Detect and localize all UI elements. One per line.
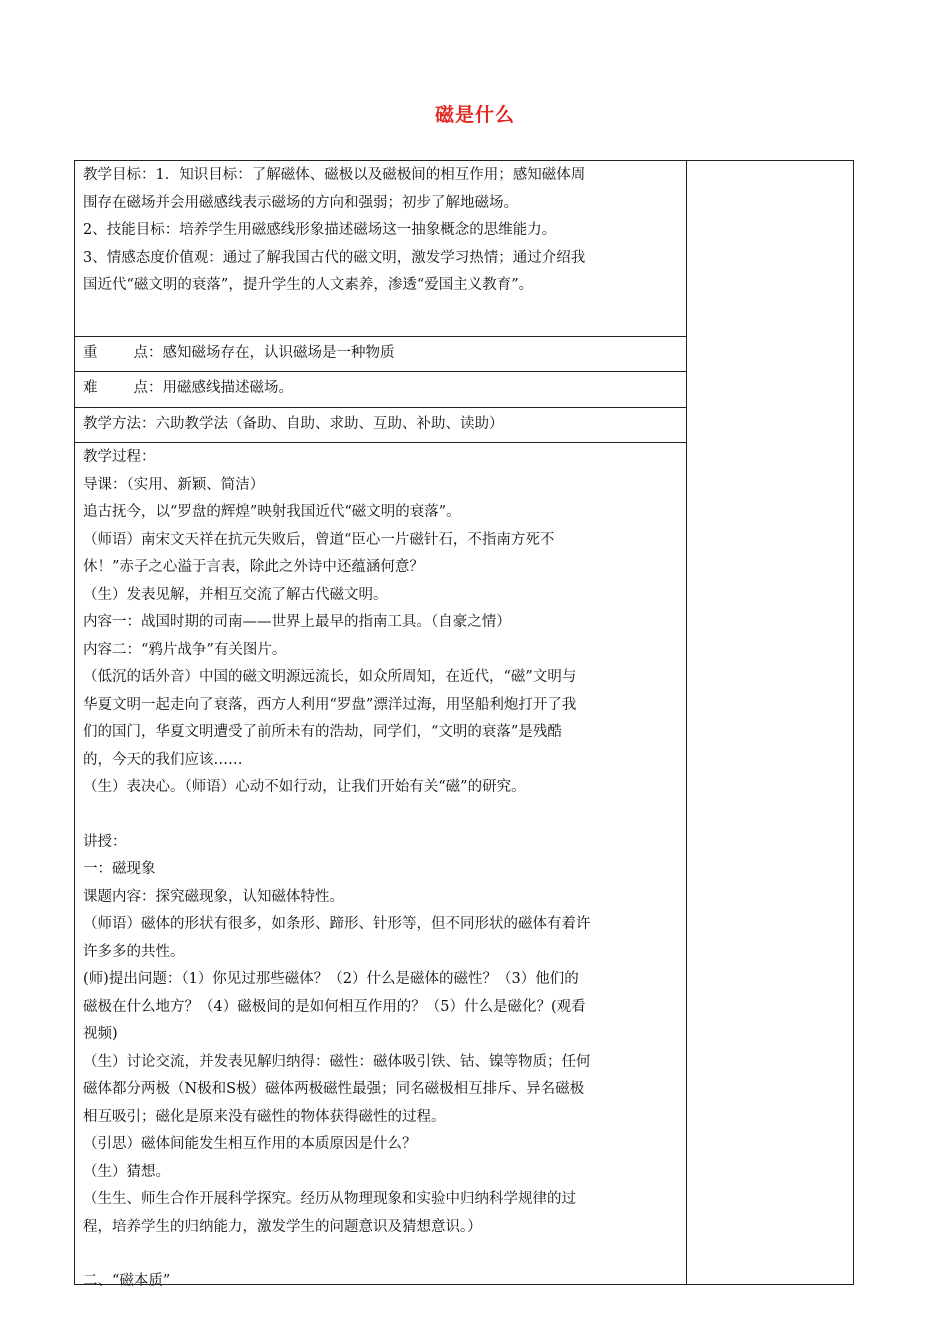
- process-line: 内容二：“鸦片战争”有关图片。: [83, 641, 287, 658]
- process-line: 华夏文明一起走向了衰落，西方人利用“罗盘”漂洋过海，用坚船利炮打开了我: [83, 696, 577, 713]
- process-line: 们的国门，华夏文明遭受了前所未有的浩劫，同学们，“文明的衰落”是残酷: [83, 724, 562, 740]
- process-line: （生）表决心。（师语）心动不如行动，让我们开始有关“磁”的研究。: [83, 779, 526, 795]
- process-line: 许多多的共性。: [83, 943, 185, 960]
- process-line: （生）发表见解，并相互交流了解古代磁文明。: [83, 586, 388, 603]
- column-divider: [686, 161, 687, 1284]
- process-line: 休！”赤子之心溢于言表，除此之外诗中还蕴涵何意？: [83, 559, 424, 575]
- key-point-row: [83, 340, 680, 368]
- process-line: 的，今天的我们应该……: [83, 751, 243, 768]
- difficulty-label-a: 难: [83, 380, 98, 396]
- objectives-line: 2、技能目标：培养学生用磁感线形象描述磁场这一抽象概念的思维能力。: [83, 222, 557, 238]
- process-line: 磁体都分两极（N极和S极）磁体两极磁性最强；同名磁极相互排斥、异名磁极: [83, 1081, 585, 1097]
- process-line: （引思）磁体间能发生相互作用的本质原因是什么？: [83, 1136, 417, 1152]
- blank-line: [83, 1241, 680, 1268]
- objectives-line: 围存在磁场并会用磁感线表示磁场的方向和强弱；初步了解地磁场。: [83, 194, 518, 211]
- process-line: 追古抚今，以“罗盘的辉煌”映射我国近代“磁文明的衰落”。: [83, 504, 461, 520]
- key-point-label-b: 点：: [133, 345, 163, 361]
- process-line: （师语）磁体的形状有很多，如条形、蹄形、针形等，但不同形状的磁体有着许: [83, 916, 591, 932]
- process-line: （生）讨论交流，并发表见解归纳得：磁性：磁体吸引铁、钴、镍等物质；任何: [83, 1053, 591, 1070]
- method-cell: [75, 408, 686, 443]
- method-text: 教学方法：六助教学法（备助、自助、求助、互助、补助、读助）: [83, 416, 504, 432]
- process-line: (师)提出问题：（1）你见过那些磁体？（2）什么是磁体的磁性？（3）他们的: [83, 971, 579, 987]
- objectives-line: 3、情感态度价值观：通过了解我国古代的磁文明，激发学习热情；通过介绍我: [83, 249, 586, 266]
- process-line: （师语）南宋文天祥在抗元失败后，曾道“臣心一片磁针石，不指南方死不: [83, 531, 555, 548]
- process-line: （生）猜想。: [83, 1163, 170, 1180]
- process-line: 一：磁现象: [83, 861, 156, 877]
- process-line: （低沉的话外音）中国的磁文明源远流长，如众所周知，在近代，“磁”文明与: [83, 669, 577, 685]
- difficulty-cell: [75, 372, 686, 408]
- objectives-line: 国近代“磁文明的衰落”，提升学生的人文素养，渗透“爱国主义教育”。: [83, 277, 534, 293]
- difficulty-row: [83, 375, 680, 403]
- process-line: （生生、师生合作开展科学探究。经历从物理现象和实验中归纳科学规律的过: [83, 1191, 576, 1207]
- process-line: 内容一：战国时期的司南——世界上最早的指南工具。（自豪之情）: [83, 614, 511, 630]
- lesson-plan-table: [74, 160, 854, 1289]
- key-point-label-a: 重: [83, 345, 98, 361]
- key-point-cell: [75, 337, 686, 372]
- process-line: 课题内容：探究磁现象，认知磁体特性。: [83, 888, 344, 905]
- key-point-text: 感知磁场存在，认识磁场是一种物质: [162, 345, 395, 361]
- objectives-cell: [75, 161, 686, 337]
- main-column: [75, 161, 686, 1289]
- process-line: 讲授：: [83, 833, 127, 850]
- difficulty-text: 用磁感线描述磁场。: [162, 380, 293, 396]
- page-title: 磁是什么: [434, 104, 515, 126]
- difficulty-label-b: 点：: [133, 380, 163, 396]
- process-line: 磁极在什么地方？（4）磁极间的是如何相互作用的？（5）什么是磁化？(观看: [83, 998, 586, 1015]
- section-two-heading: 二、“磁本质”: [83, 1273, 171, 1289]
- process-line: 导课：（实用、新颖、简洁）: [83, 476, 265, 493]
- process-line: 视频): [83, 1026, 118, 1042]
- objectives-line: 教学目标：1．知识目标：了解磁体、磁极以及磁极间的相互作用；感知磁体周: [83, 167, 586, 183]
- process-cell: [75, 443, 686, 1296]
- process-line: 相互吸引；磁化是原来没有磁性的物体获得磁性的过程。: [83, 1108, 446, 1125]
- process-line: 程，培养学生的归纳能力，激发学生的问题意识及猜想意识。）: [83, 1218, 482, 1235]
- blank-line: [83, 802, 680, 829]
- process-line: 教学过程：: [83, 449, 156, 465]
